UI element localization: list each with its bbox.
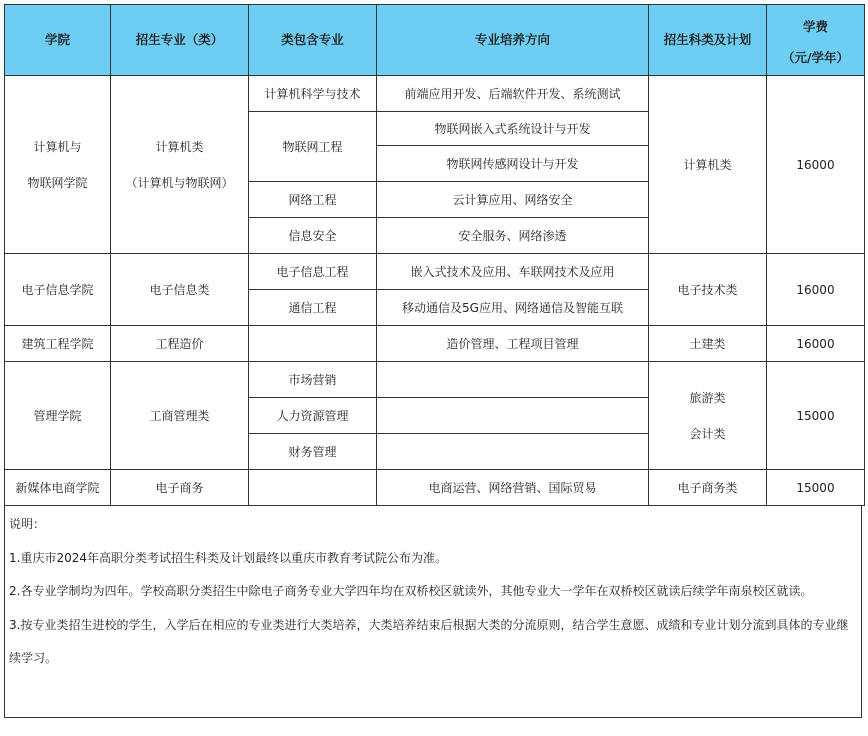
direction-cell: 安全服务、网络渗透 bbox=[377, 218, 649, 254]
direction-cell bbox=[377, 398, 649, 434]
header-college: 学院 bbox=[5, 5, 111, 76]
direction-cell: 嵌入式技术及应用、车联网技术及应用 bbox=[377, 254, 649, 290]
major-text: （计算机与物联网） bbox=[125, 175, 234, 190]
direction-cell: 移动通信及5G应用、网络通信及智能互联 bbox=[377, 290, 649, 326]
direction-cell: 物联网传感网设计与开发 bbox=[377, 146, 649, 182]
included-cell: 通信工程 bbox=[249, 290, 377, 326]
fee-cell: 16000 bbox=[767, 254, 865, 326]
table-row bbox=[5, 326, 865, 362]
table-row bbox=[5, 76, 865, 112]
college-cell: 建筑工程学院 bbox=[5, 326, 111, 362]
major-text: 计算机类 bbox=[155, 139, 204, 154]
included-cell: 人力资源管理 bbox=[249, 398, 377, 434]
included-cell: 市场营销 bbox=[249, 362, 377, 398]
subject-cell: 电子商务类 bbox=[649, 470, 767, 506]
table-row bbox=[5, 362, 865, 398]
admission-table bbox=[4, 4, 865, 506]
note-item: 2.各专业学制均为四年。学校高职分类招生中除电子商务专业大学四年均在双桥校区就读外，其他专业大一学年在双桥校区就读后续学年南泉校区就读。 bbox=[9, 584, 813, 598]
major-cell: 工程造价 bbox=[111, 326, 249, 362]
header-direction: 专业培养方向 bbox=[377, 5, 649, 76]
major-cell: 电子商务 bbox=[111, 470, 249, 506]
direction-cell: 电商运营、网络营销、国际贸易 bbox=[377, 470, 649, 506]
college-text: 计算机与 bbox=[33, 139, 82, 154]
table-row bbox=[5, 470, 865, 506]
header-fee bbox=[767, 5, 865, 76]
included-cell bbox=[249, 470, 377, 506]
included-cell: 网络工程 bbox=[249, 182, 377, 218]
college-cell: 管理学院 bbox=[5, 362, 111, 470]
major-cell: 电子信息类 bbox=[111, 254, 249, 326]
direction-cell: 前端应用开发、后端软件开发、系统测试 bbox=[377, 76, 649, 112]
subject-cell: 土建类 bbox=[649, 326, 767, 362]
note-item: 3.按专业类招生进校的学生，入学后在相应的专业类进行大类培养，大类培养结束后根据大类的分流原则，结合学生意愿、成绩和专业计划分流到具体的专业继续学习。 bbox=[9, 617, 849, 665]
direction-cell: 云计算应用、网络安全 bbox=[377, 182, 649, 218]
table-row bbox=[5, 254, 865, 290]
header-fee-line1: 学费 bbox=[802, 19, 828, 34]
included-cell: 财务管理 bbox=[249, 434, 377, 470]
included-cell: 信息安全 bbox=[249, 218, 377, 254]
subject-text: 旅游类 bbox=[689, 390, 726, 405]
fee-cell: 16000 bbox=[767, 76, 865, 254]
major-cell bbox=[111, 76, 249, 254]
direction-cell: 造价管理、工程项目管理 bbox=[377, 326, 649, 362]
college-cell bbox=[5, 76, 111, 254]
direction-cell bbox=[377, 434, 649, 470]
college-text: 物联网学院 bbox=[27, 175, 88, 190]
included-cell: 计算机科学与技术 bbox=[249, 76, 377, 112]
note-item: 1.重庆市2024年高职分类考试招生科类及计划最终以重庆市教育考试院公布为准。 bbox=[9, 550, 447, 565]
direction-cell: 物联网嵌入式系统设计与开发 bbox=[377, 112, 649, 146]
fee-cell: 15000 bbox=[767, 362, 865, 470]
notes-title: 说明： bbox=[9, 517, 46, 531]
header-subject-plan: 招生科类及计划 bbox=[649, 5, 767, 76]
header-fee-line2: （元/学年） bbox=[781, 50, 850, 65]
fee-cell: 15000 bbox=[767, 470, 865, 506]
admission-table-container bbox=[4, 4, 864, 718]
fee-cell: 16000 bbox=[767, 326, 865, 362]
header-row bbox=[5, 5, 865, 76]
direction-cell bbox=[377, 362, 649, 398]
subject-cell bbox=[649, 362, 767, 470]
included-cell: 电子信息工程 bbox=[249, 254, 377, 290]
college-cell: 电子信息学院 bbox=[5, 254, 111, 326]
notes-section bbox=[4, 506, 862, 718]
header-included: 类包含专业 bbox=[249, 5, 377, 76]
subject-cell: 电子技术类 bbox=[649, 254, 767, 326]
included-cell bbox=[249, 326, 377, 362]
subject-text: 会计类 bbox=[689, 426, 726, 441]
header-major: 招生专业（类） bbox=[111, 5, 249, 76]
subject-cell: 计算机类 bbox=[649, 76, 767, 254]
college-cell: 新媒体电商学院 bbox=[5, 470, 111, 506]
included-cell: 物联网工程 bbox=[249, 112, 377, 182]
major-cell: 工商管理类 bbox=[111, 362, 249, 470]
